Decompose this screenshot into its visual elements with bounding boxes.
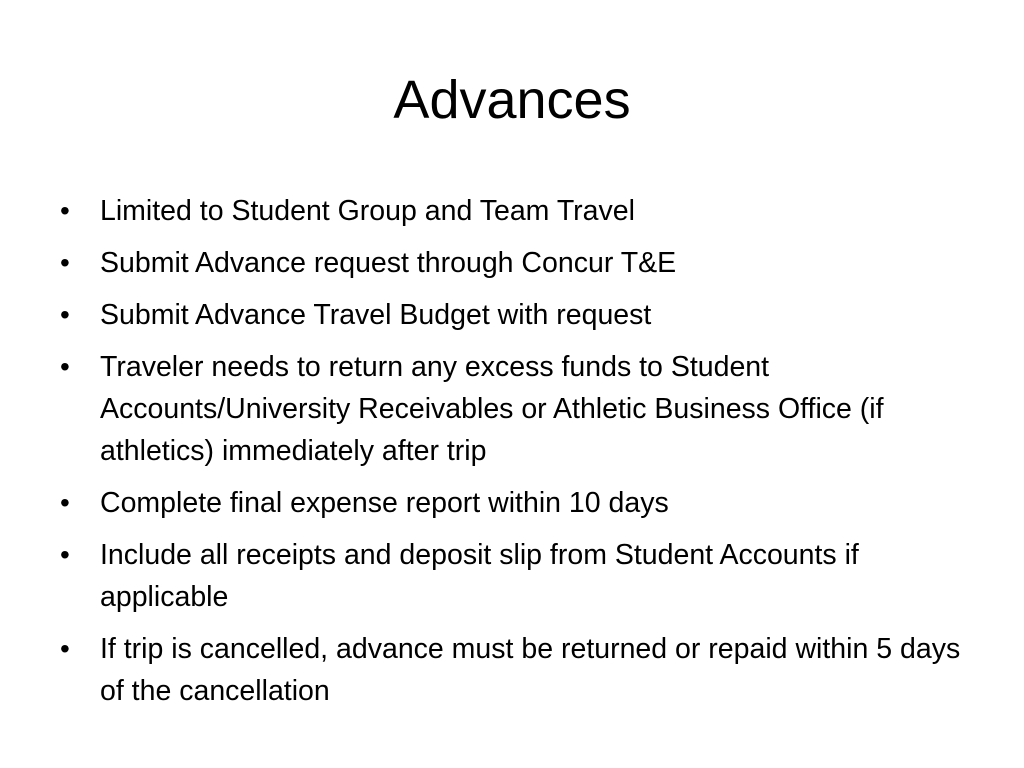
- bullet-item: [55, 190, 975, 232]
- bullet-text: Limited to Student Group and Team Travel: [100, 195, 635, 227]
- bullet-item: [55, 482, 975, 524]
- bullet-item: [55, 346, 975, 472]
- bullet-icon: •: [60, 633, 70, 664]
- bullet-icon: •: [60, 539, 70, 570]
- bullet-text: If trip is cancelled, advance must be returned or repaid within 5 days of the cancellation: [100, 633, 961, 707]
- bullet-text: Complete final expense report within 10 days: [100, 487, 669, 519]
- bullet-item: [55, 534, 975, 618]
- bullet-item: [55, 294, 975, 336]
- bullet-icon: •: [60, 195, 70, 226]
- bullet-list: [55, 190, 975, 722]
- bullet-text: Include all receipts and deposit slip from Student Accounts if applicable: [100, 539, 859, 613]
- bullet-item: [55, 242, 975, 284]
- bullet-icon: •: [60, 487, 70, 518]
- bullet-icon: •: [60, 351, 70, 382]
- bullet-text: Submit Advance request through Concur T&E: [100, 247, 677, 279]
- bullet-text: Traveler needs to return any excess funds to Student Accounts/University Receivables or Athletic Business Office (if athletics) immediately after trip: [100, 351, 884, 467]
- bullet-item: [55, 628, 975, 712]
- bullet-icon: •: [60, 247, 70, 278]
- bullet-text: Submit Advance Travel Budget with request: [100, 299, 652, 331]
- slide-title: Advances: [393, 70, 631, 130]
- bullet-icon: •: [60, 299, 70, 330]
